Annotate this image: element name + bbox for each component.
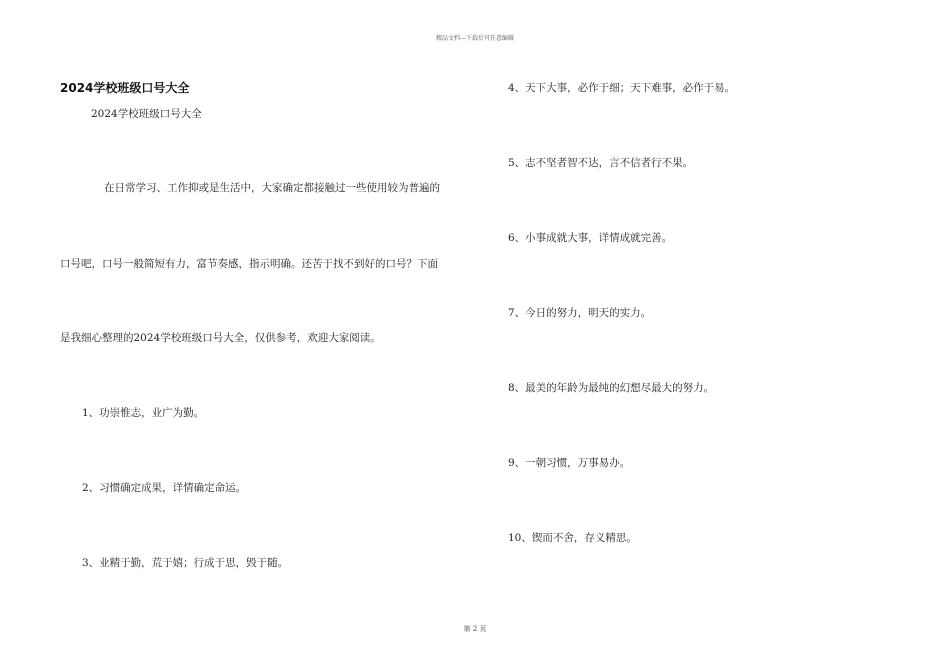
- slogan-item-9: 9、一朝习惯，万事易办。: [508, 457, 631, 469]
- page-header: 精品文档---下载后可任意编辑: [435, 35, 515, 42]
- intro-line-2: 口号吧，口号一般简短有力，富节奏感，指示明确。还苦于找不到好的口号？下面: [60, 258, 438, 270]
- slogan-item-4: 4、天下大事，必作于细；天下难事，必作于易。: [508, 82, 736, 94]
- slogan-item-8: 8、最美的年龄为最纯的幻想尽最大的努力。: [508, 382, 715, 394]
- slogan-item-1: 1、功崇惟志，业广为勤。: [82, 407, 205, 419]
- slogan-item-3: 3、业精于勤，荒于嬉；行成于思，毁于随。: [82, 557, 289, 569]
- document-subtitle: 2024学校班级口号大全: [91, 108, 202, 120]
- intro-line-3: 是我细心整理的2024学校班级口号大全，仅供参考，欢迎大家阅读。: [60, 332, 381, 344]
- intro-line-1: 在日常学习、工作抑或是生活中，大家确定都接触过一些使用较为普遍的: [104, 182, 440, 194]
- slogan-item-5: 5、志不坚者智不达，言不信者行不果。: [508, 157, 694, 169]
- slogan-item-6: 6、小事成就大事，详情成就完善。: [508, 232, 673, 244]
- page-footer: 第 2 页: [463, 625, 487, 633]
- slogan-item-7: 7、今日的努力，明天的实力。: [508, 307, 652, 319]
- slogan-item-10: 10、锲而不舍，存义精思。: [508, 532, 637, 544]
- slogan-item-2: 2、习惯确定成果，详情确定命运。: [82, 482, 247, 494]
- document-title: 2024学校班级口号大全: [60, 81, 190, 95]
